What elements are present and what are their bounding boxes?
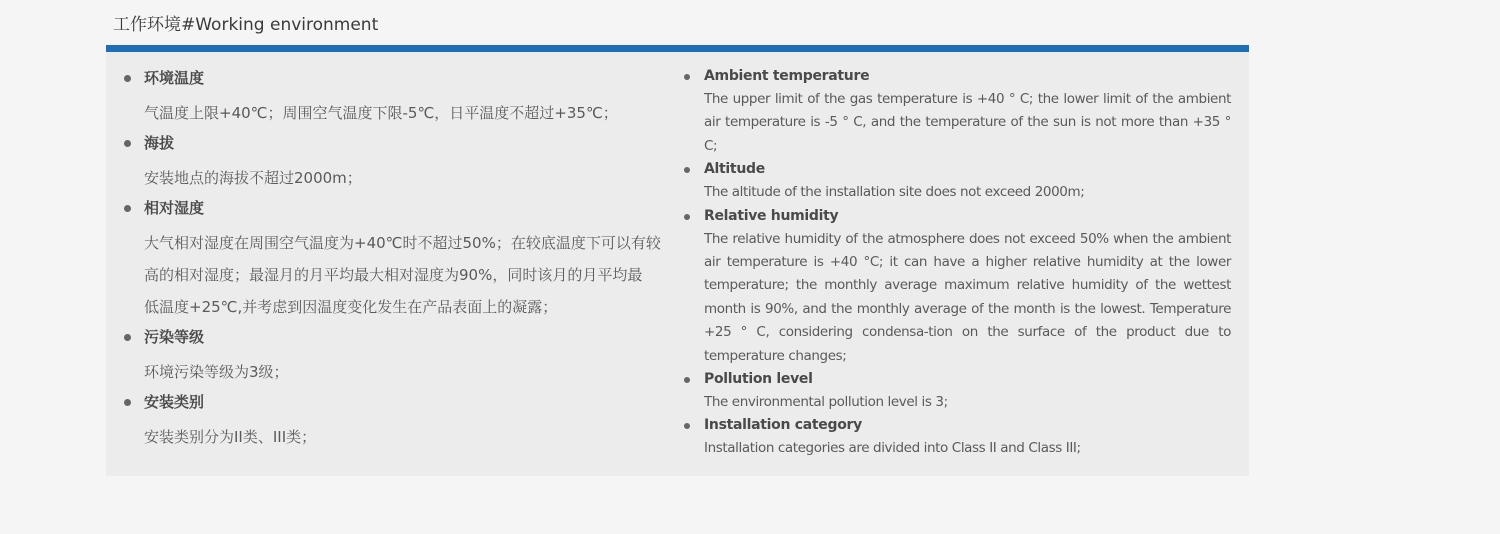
section-text: Installation categories are divided into Class II and Class III;: [704, 440, 1081, 457]
section-heading: Altitude: [704, 161, 765, 178]
english-column: [684, 65, 1231, 461]
section-text-line: 安装类别分为II类、III类；: [144, 428, 317, 446]
section-heading: Pollution level: [704, 371, 813, 388]
page-title: 工作环境#Working environment: [113, 15, 379, 35]
bullet-icon: [684, 167, 690, 173]
section-heading: 污染等级: [144, 328, 205, 346]
section-ambient-temperature-en: [684, 65, 1231, 158]
bullet-icon: [124, 399, 131, 406]
section-text-line: 大气相对湿度在周围空气温度为+40℃时不超过50%；在较底温度下可以有较: [144, 234, 661, 252]
bullet-icon: [124, 334, 131, 341]
bullet-icon: [124, 75, 131, 82]
section-text: The upper limit of the gas temperature is +40 ° C; the lower limit of the ambient air temperature is -5 ° C, and the temperature of the sun is not more than +35 ° C;: [704, 91, 1231, 154]
section-text-line: 气温度上限+40℃；周围空气温度下限-5℃，日平温度不超过+35℃；: [144, 104, 618, 122]
bullet-icon: [684, 74, 690, 80]
section-heading: 安装类别: [144, 393, 205, 411]
section-ambient-temperature-cn: [124, 64, 679, 129]
section-relative-humidity-en: [684, 205, 1231, 368]
section-installation-category-cn: [124, 388, 679, 453]
section-heading: Installation category: [704, 417, 862, 434]
bullet-icon: [684, 423, 690, 429]
bullet-icon: [124, 140, 131, 147]
section-text-line: 低温度+25℃,并考虑到因温度变化发生在产品表面上的凝露；: [144, 298, 558, 316]
section-text-line: 环境污染等级为3级；: [144, 363, 289, 381]
section-heading: Ambient temperature: [704, 68, 870, 84]
content-panel: [106, 52, 1249, 476]
section-heading: 相对湿度: [144, 199, 205, 217]
section-altitude-cn: [124, 129, 679, 194]
bullet-icon: [124, 205, 131, 212]
section-altitude-en: [684, 158, 1231, 204]
section-heading: Relative humidity: [704, 207, 839, 224]
title-accent-bar: [106, 45, 1249, 52]
section-pollution-level-cn: [124, 323, 679, 388]
chinese-column: [124, 64, 679, 453]
section-text-line: 高的相对湿度；最湿月的月平均最大相对湿度为90%，同时该月的月平均最: [144, 266, 643, 284]
section-relative-humidity-cn: [124, 194, 679, 323]
section-installation-category-en: [684, 414, 1231, 460]
section-text: The altitude of the installation site does not exceed 2000m;: [704, 184, 1085, 201]
bullet-icon: [684, 377, 690, 383]
section-heading: 海拔: [144, 134, 175, 152]
section-pollution-level-en: [684, 368, 1231, 414]
section-text: The environmental pollution level is 3;: [704, 394, 948, 411]
bullet-icon: [684, 214, 690, 220]
section-text-line: 安装地点的海拔不超过2000m；: [144, 169, 362, 187]
section-heading: 环境温度: [144, 69, 205, 87]
section-text: The relative humidity of the atmosphere does not exceed 50% when the ambient air temperature is +40 °C; it can have a higher relative humidity at the lower temperature; the monthly average maximum relative humidity of the wettest month is 90%, and the monthly average of the month is the lowest. Temperature +25 ° C, considering condensa-tion on the surface of the product due to temperature changes;: [704, 230, 1231, 364]
